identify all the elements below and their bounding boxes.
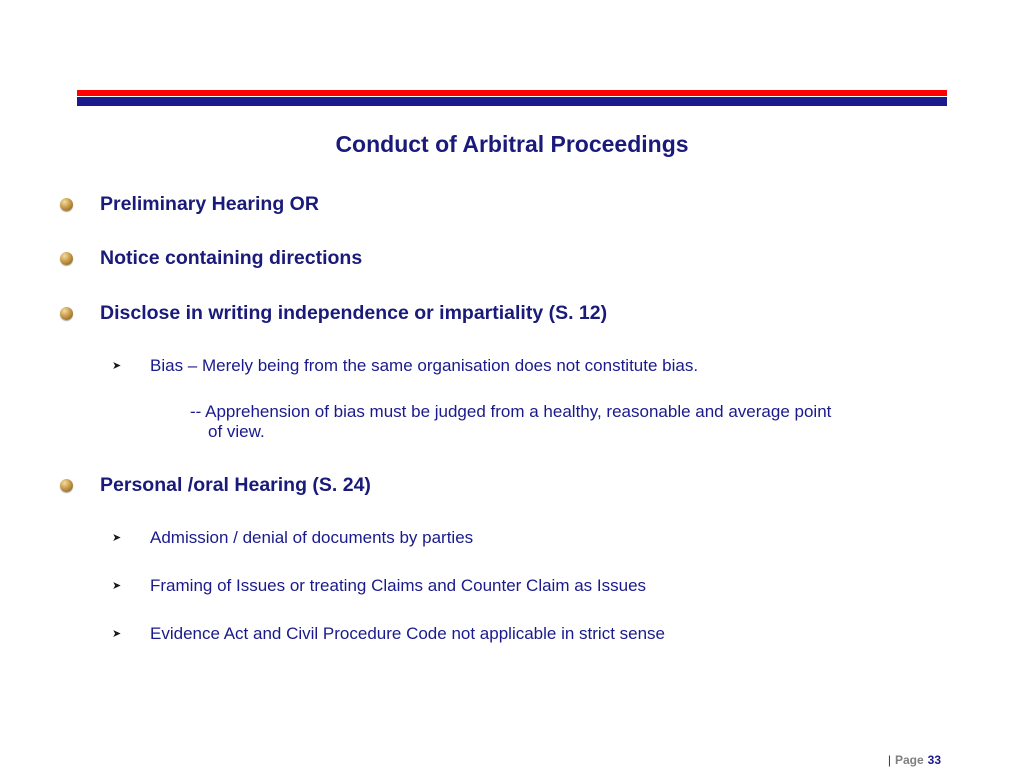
footer-separator: | bbox=[887, 753, 891, 767]
header-rule-red bbox=[77, 90, 947, 96]
sub-bullet-text: Admission / denial of documents by parties bbox=[150, 528, 474, 547]
round-bullet-icon bbox=[60, 198, 73, 211]
bullet-text: Disclose in writing independence or impartiality (S. 12) bbox=[100, 302, 608, 324]
arrow-bullet-icon: ➤ bbox=[112, 360, 122, 372]
round-bullet-icon bbox=[60, 307, 73, 320]
bullet-text: Personal /oral Hearing (S. 24) bbox=[100, 474, 371, 496]
bias-note-line: -- Apprehension of bias must be judged from a healthy, reasonable and average point bbox=[190, 402, 832, 421]
bullet-text: Notice containing directions bbox=[100, 247, 363, 269]
bullet-text: Preliminary Hearing OR bbox=[100, 193, 319, 215]
slide-title: Conduct of Arbitral Proceedings bbox=[335, 131, 689, 157]
round-bullet-icon bbox=[60, 252, 73, 265]
sub-bullet-text: Framing of Issues or treating Claims and Counter Claim as Issues bbox=[150, 576, 647, 595]
round-bullet-icon bbox=[60, 479, 73, 492]
page-footer bbox=[888, 752, 941, 768]
page-label: Page bbox=[894, 753, 924, 767]
bias-note bbox=[190, 402, 960, 442]
header-rule-blue bbox=[77, 97, 947, 106]
arrow-bullet-icon: ➤ bbox=[112, 580, 122, 592]
bias-note-line: of view. bbox=[208, 422, 265, 441]
page-number: 33 bbox=[927, 753, 941, 767]
arrow-bullet-icon: ➤ bbox=[112, 532, 122, 544]
sub-bullet-text: Bias – Merely being from the same organisation does not constitute bias. bbox=[150, 356, 699, 375]
sub-bullet-text: Evidence Act and Civil Procedure Code not applicable in strict sense bbox=[150, 624, 666, 643]
arrow-bullet-icon: ➤ bbox=[112, 628, 122, 640]
